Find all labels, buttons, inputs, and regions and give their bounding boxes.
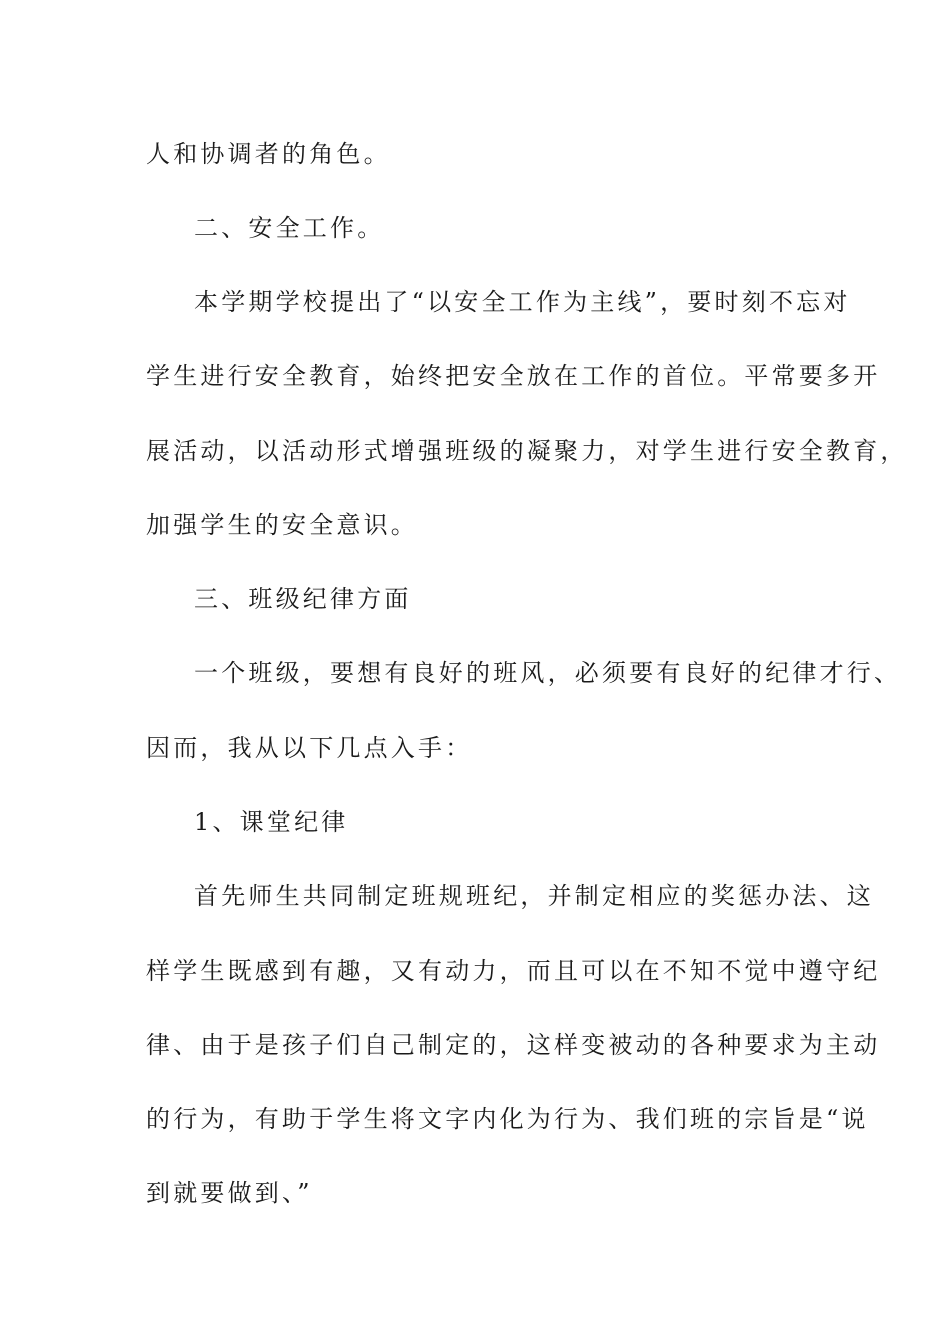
paragraph-line: 一个班级，要想有良好的班风，必须要有良好的纪律才行、	[194, 659, 902, 687]
paragraph-line: 因而，我从以下几点入手：	[146, 734, 473, 762]
paragraph-line: 学生进行安全教育，始终把安全放在工作的首位。平常要多开	[146, 362, 881, 390]
section-heading: 二、安全工作。	[194, 214, 385, 242]
section-heading: 三、班级纪律方面	[194, 585, 412, 613]
paragraph-line: 人和协调者的角色。	[146, 140, 391, 168]
paragraph-line: 展活动，以活动形式增强班级的凝聚力，对学生进行安全教育，	[146, 437, 908, 465]
paragraph-line: 的行为，有助于学生将文字内化为行为、我们班的宗旨是“说	[146, 1105, 869, 1133]
subsection-heading: 1、课堂纪律	[194, 808, 349, 836]
paragraph-line: 加强学生的安全意识。	[146, 511, 418, 539]
paragraph-line: 样学生既感到有趣，又有动力，而且可以在不知不觉中遵守纪	[146, 957, 881, 985]
paragraph-line: 本学期学校提出了“以安全工作为主线”，要时刻不忘对	[194, 288, 851, 316]
paragraph-line: 到就要做到、”	[146, 1179, 313, 1207]
paragraph-line: 首先师生共同制定班规班纪，并制定相应的奖惩办法、这	[194, 882, 874, 910]
paragraph-line: 律、由于是孩子们自己制定的，这样变被动的各种要求为主动	[146, 1031, 881, 1059]
